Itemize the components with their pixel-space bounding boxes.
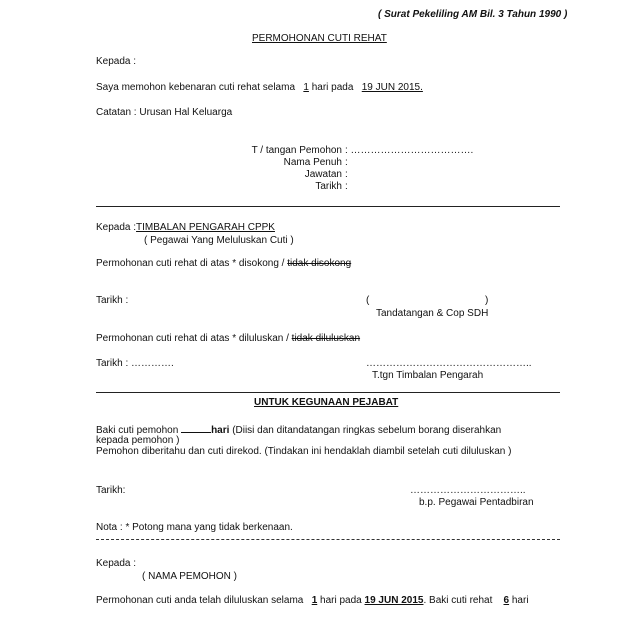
- stamp-label: Tandatangan & Cop SDH: [376, 308, 489, 319]
- nama-pemohon: ( NAMA PEMOHON ): [142, 571, 238, 582]
- support-prefix: Permohonan cuti rehat di atas * disokong /: [96, 258, 285, 269]
- dashed-divider: [96, 539, 560, 540]
- baki-hari: hari: [211, 425, 230, 436]
- sig-label-nama: Nama Penuh: [283, 157, 342, 168]
- final-date: 19 JUN 2015: [364, 595, 424, 606]
- baki-prefix: Baki cuti pemohon: [96, 425, 179, 436]
- approver-name: TIMBALAN PENGARAH CPPK: [136, 222, 275, 233]
- request-line: [96, 82, 423, 94]
- nota-line: Nota : * Potong mana yang tidak berkenaan.: [96, 522, 293, 533]
- approver-kepada-line: [96, 222, 275, 234]
- request-prefix: Saya memohon kebenaran cuti rehat selama: [96, 82, 296, 93]
- final-baki-days: 6: [503, 595, 510, 606]
- stamp-paren-close: ): [485, 295, 489, 306]
- tarikh-label-3: Tarikh:: [96, 485, 126, 496]
- final-days: 1: [311, 595, 318, 606]
- circular-reference: ( Surat Pekeliling AM Bil. 3 Tahun 1990 ): [378, 9, 568, 20]
- approver-kepada-label: Kepada :: [96, 222, 137, 233]
- sig-value-jawatan: :: [345, 169, 348, 180]
- admin-sig-label: b.p. Pegawai Pentadbiran: [419, 497, 534, 508]
- page-title: PERMOHONAN CUTI REHAT: [252, 33, 387, 44]
- support-struck: tidak disokong: [287, 258, 352, 269]
- admin-sig-dots: ……………………………..: [410, 485, 526, 496]
- approver-note: ( Pegawai Yang Meluluskan Cuti ): [144, 235, 294, 246]
- approve-struck: tidak diluluskan: [291, 333, 361, 344]
- sig-label-tarikh: Tarikh: [315, 181, 342, 192]
- final-prefix: Permohonan cuti anda telah diluluskan selama: [96, 595, 304, 606]
- request-date: 19 JUN 2015.: [361, 82, 423, 93]
- final-baki-text: . Baki cuti rehat: [423, 595, 493, 606]
- deputy-sig-label: T.tgn Timbalan Pengarah: [372, 370, 484, 381]
- catatan-line: Catatan : Urusan Hal Keluarga: [96, 107, 233, 118]
- kepada-label: Kepada :: [96, 56, 137, 67]
- approve-prefix: Permohonan cuti rehat di atas * diluluskan /: [96, 333, 289, 344]
- sig-value-tarikh: :: [345, 181, 348, 192]
- kepada-label-2: Kepada :: [96, 558, 137, 569]
- sig-label-tandatangan: T / tangan Pemohon: [251, 145, 342, 156]
- sig-value-tandatangan: : ……………………………….: [345, 145, 474, 156]
- final-hari: hari: [511, 595, 529, 606]
- support-line: [96, 258, 351, 270]
- baki-blank: [181, 423, 211, 433]
- divider-2: [96, 392, 560, 393]
- office-use-heading: UNTUK KEGUNAAN PEJABAT: [254, 397, 399, 408]
- divider-1: [96, 206, 560, 207]
- approve-line: [96, 333, 360, 345]
- baki-rest: (Diisi dan ditandatangan ringkas sebelum borang diserahkan: [232, 425, 502, 436]
- direkod-line: Pemohon diberitahu dan cuti direkod. (Tindakan ini hendaklah diambil setelah cuti diluluskan ): [96, 446, 512, 457]
- stamp-paren-open: (: [366, 295, 370, 306]
- sig-value-nama: :: [345, 157, 348, 168]
- request-days: 1: [303, 82, 309, 93]
- final-hari-pada: hari pada: [320, 595, 362, 606]
- tarikh-label-1: Tarikh :: [96, 295, 129, 306]
- deputy-sig-dots: …………………………………………..: [366, 358, 532, 369]
- baki-line-2: kepada pemohon ): [96, 435, 180, 446]
- sig-label-jawatan: Jawatan: [304, 169, 342, 180]
- final-approval-line: [96, 595, 529, 607]
- tarikh-label-2: Tarikh : ………….: [96, 358, 174, 369]
- request-hari-pada: hari pada: [311, 82, 354, 93]
